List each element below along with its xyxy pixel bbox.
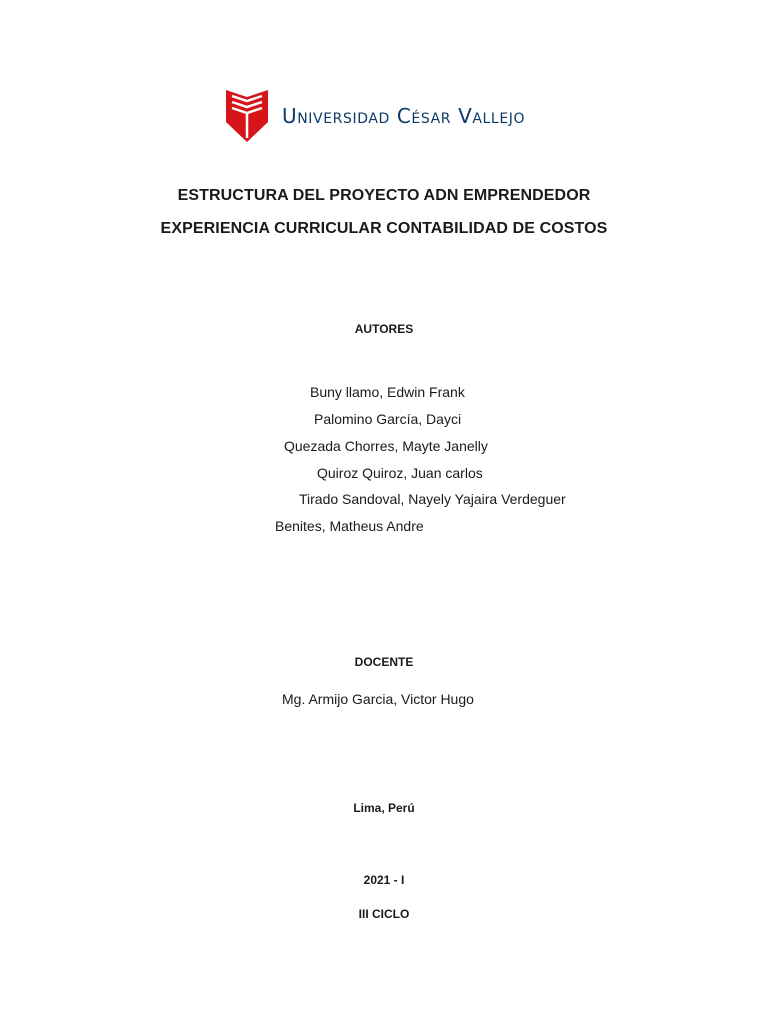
place-text: Lima, Perú (353, 801, 415, 815)
document-title-line-2: EXPERIENCIA CURRICULAR CONTABILIDAD DE COSTOS (160, 220, 608, 237)
author-name: Tirado Sandoval, Nayely Yajaira Verdeguer (299, 491, 566, 507)
university-logo (224, 88, 525, 144)
university-name: Universidad César Vallejo (282, 104, 526, 128)
author-name: Quezada Chorres, Mayte Janelly (284, 438, 488, 454)
teacher-name: Mg. Armijo Garcia, Victor Hugo (282, 691, 474, 707)
university-shield-icon (224, 88, 270, 144)
author-name: Buny llamo, Edwin Frank (310, 384, 465, 400)
author-name: Palomino García, Dayci (314, 411, 462, 427)
teacher-heading: DOCENTE (354, 655, 414, 669)
cycle-text: III CICLO (358, 907, 410, 921)
author-name: Quiroz Quiroz, Juan carlos (317, 465, 483, 481)
authors-heading: AUTORES (354, 322, 414, 336)
year-text: 2021 - I (363, 873, 405, 887)
author-name: Benites, Matheus Andre (275, 518, 424, 534)
document-title-line-1: ESTRUCTURA DEL PROYECTO ADN EMPRENDEDOR (177, 187, 591, 204)
